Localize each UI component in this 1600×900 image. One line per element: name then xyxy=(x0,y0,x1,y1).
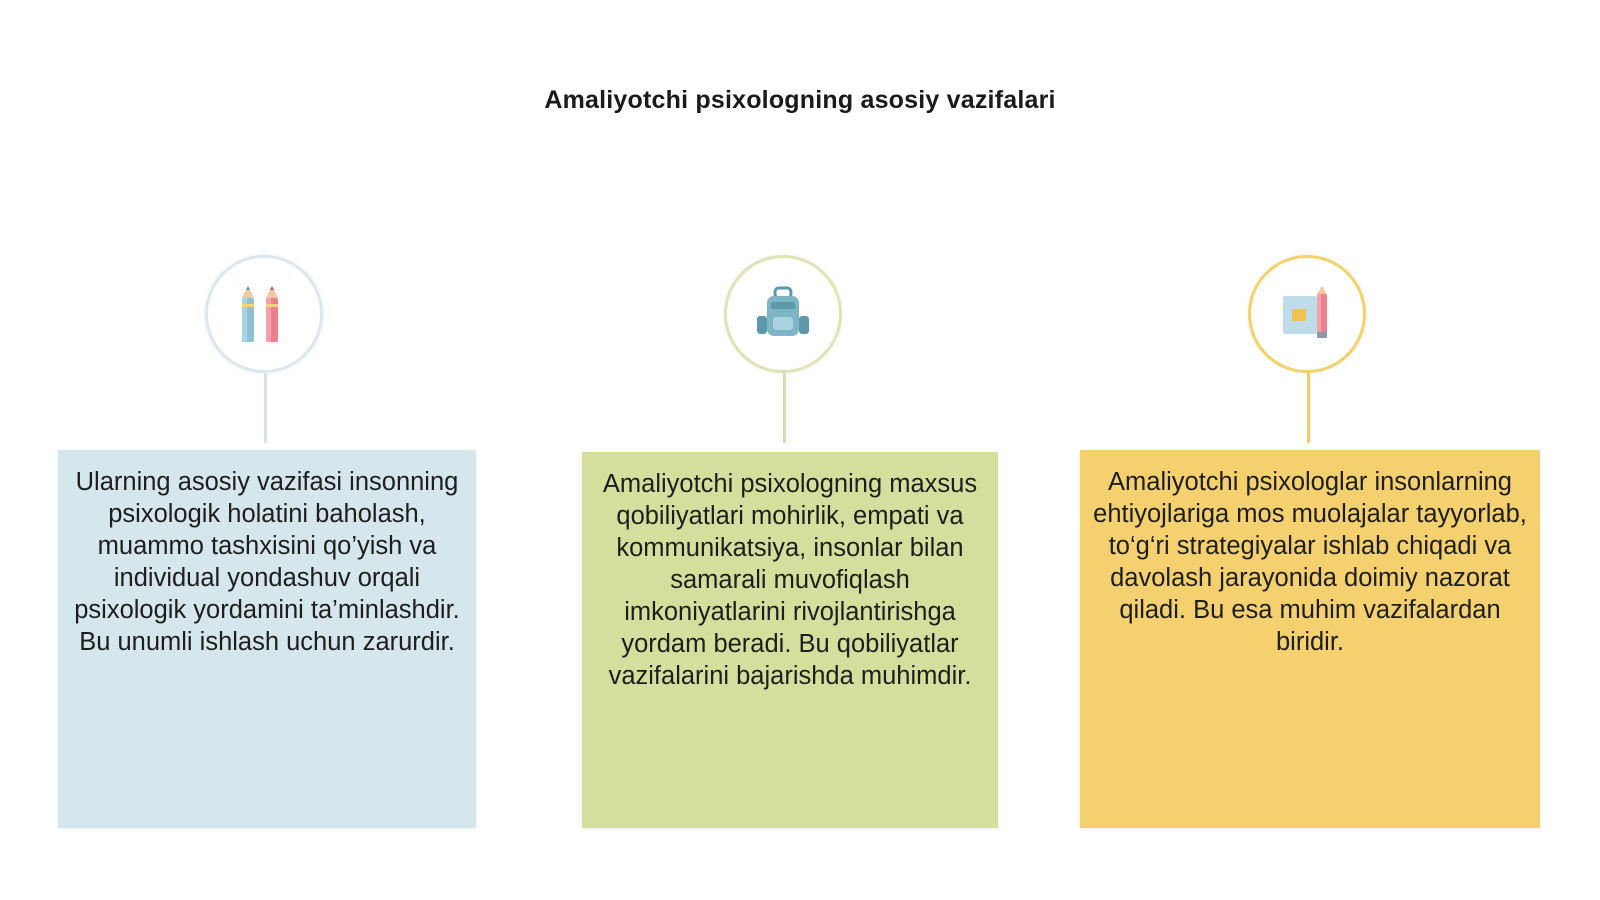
card-2-text: Amaliyotchi psixologning maxsus qobiliyatlari mohirlik, empati va kommunikatsiya, insonlar bilan samarali muvofiqlash imkoniyatlarini rivojlantirishga yordam beradi. Bu qobiliyatlar vazifalarini bajarishda muhimdir. xyxy=(602,470,978,690)
card-1-text: Ularning asosiy vazifasi insonning psixologik holatini baholash, muammo tashxisini qo’yish va individual yondashuv orqali psixologik yordamini ta’minlashdir. Bu unumli ishlash uchun zarurdir. xyxy=(74,468,460,656)
card-1 xyxy=(58,450,476,828)
card-3 xyxy=(1080,450,1540,828)
page-title: Amaliyotchi psixologning asosiy vazifalari xyxy=(544,86,1056,114)
connector-line-2 xyxy=(783,373,786,443)
icon-circle-2 xyxy=(724,255,842,373)
connector-line-3 xyxy=(1307,373,1310,443)
icon-circle-3 xyxy=(1248,255,1366,373)
backpack-icon xyxy=(753,284,813,344)
card-3-text: Amaliyotchi psixologlar insonlarning ehtiyojlariga mos muolajalar tayyorlab, to‘g‘ri strategiyalar ishlab chiqadi va davolash jarayonida doimiy nazorat qiladi. Bu esa muhim vazifalardan biridir. xyxy=(1093,468,1527,656)
icon-circle-1 xyxy=(205,255,323,373)
connector-line-1 xyxy=(264,373,267,443)
pencils-icon xyxy=(236,282,292,346)
card-2 xyxy=(582,452,998,828)
paper-pencil-icon xyxy=(1277,284,1337,344)
